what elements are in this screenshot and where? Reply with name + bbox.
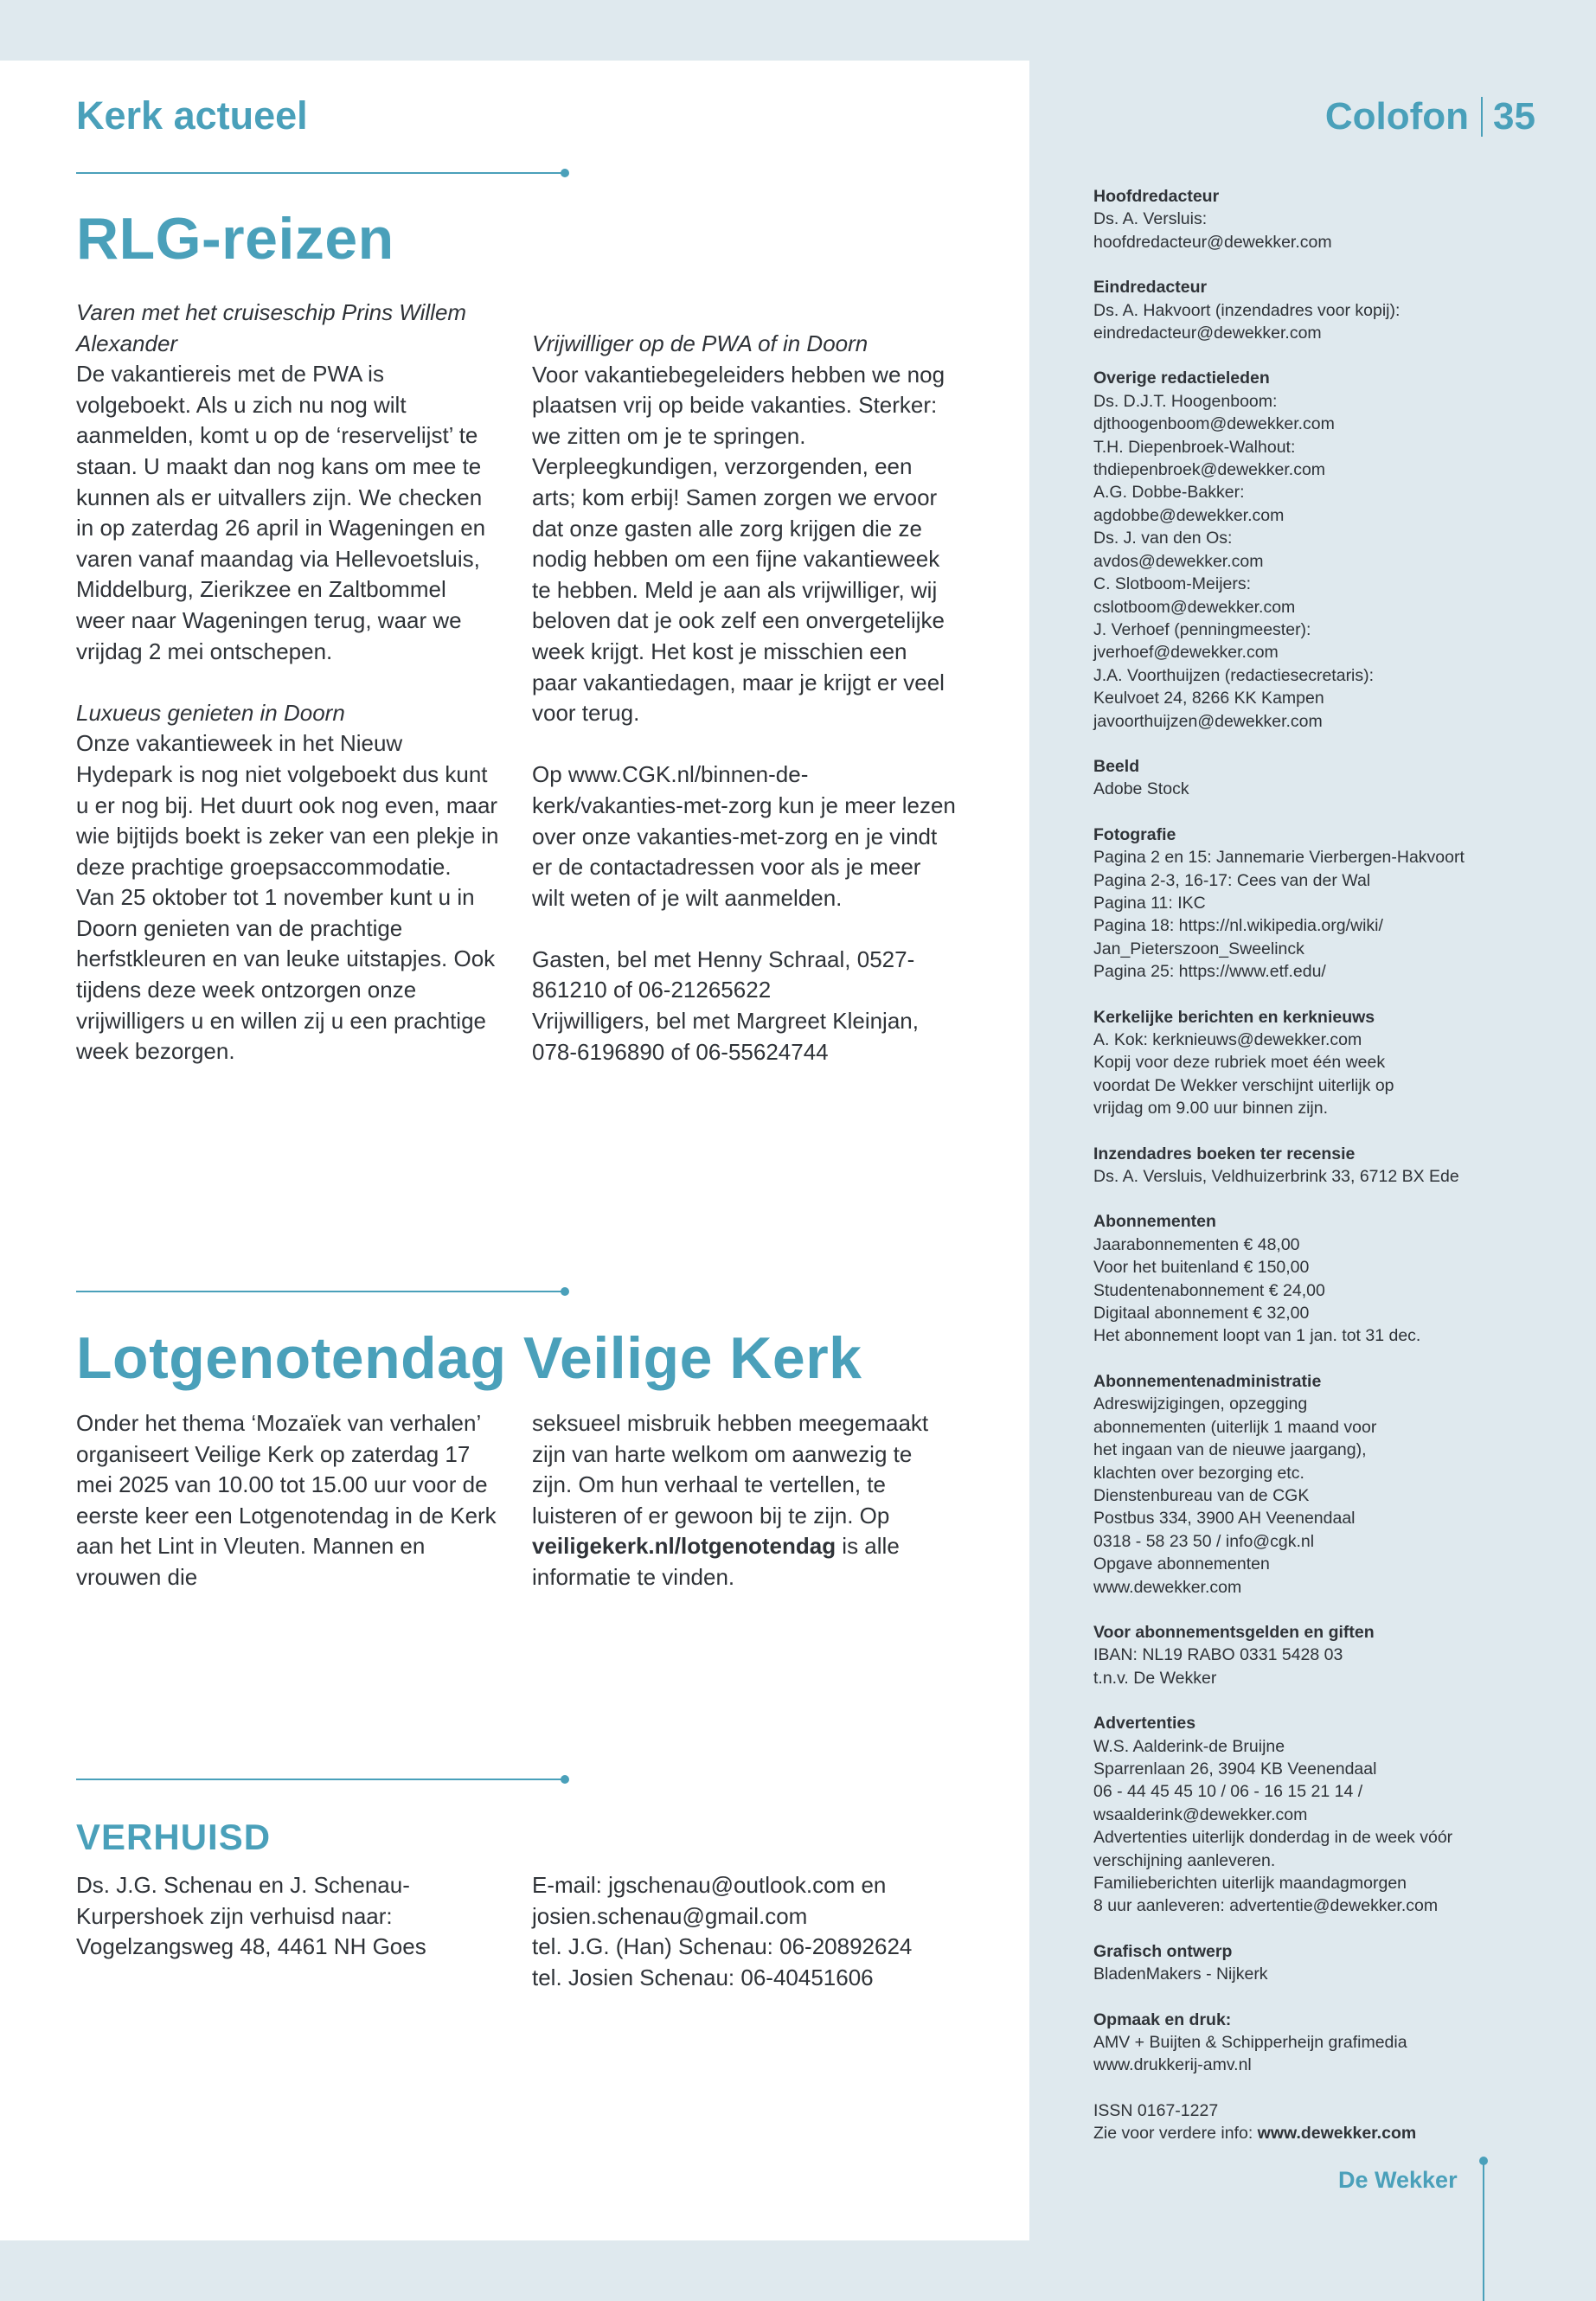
colofon-line: djthoogenboom@dewekker.com (1093, 414, 1335, 434)
colofon-line: Kopij voor deze rubriek moet één week (1093, 1053, 1386, 1073)
article-3-rule (76, 1779, 565, 1780)
info-line (1093, 2122, 1543, 2144)
contact-line: josien.schenau@gmail.com (532, 1902, 808, 1929)
article-2-col2-text (532, 1408, 956, 1593)
colofon-block (1093, 1621, 1543, 1689)
colofon-line: 06 - 44 45 45 10 / 06 - 16 15 21 14 / (1093, 1782, 1363, 1802)
colofon-line: A.G. Dobbe-Bakker: (1093, 483, 1245, 503)
article-3-title: VERHUISD (76, 1817, 272, 1857)
paragraph: Van 25 oktober tot 1 november kunt u in Doorn genieten van de prachtige herfstkleuren en van leuke uitstapjes. Ook tijdens deze week ontzorgen onze vrijwilligers u en willen zij u een prachtige week bezorgen. (76, 884, 496, 1065)
colofon-line: avdos@dewekker.com (1093, 551, 1264, 571)
colofon-heading: Inzendadres boeken ter recensie (1093, 1144, 1356, 1163)
colofon-block (1093, 1143, 1543, 1189)
colofon-line: het ingaan van de nieuwe jaargang), (1093, 1440, 1367, 1460)
colofon-block (1093, 276, 1543, 344)
colofon-line: IBAN: NL19 RABO 0331 5428 03 (1093, 1645, 1343, 1665)
colofon-line: Voor het buitenland € 150,00 (1093, 1258, 1310, 1278)
colofon-line: Pagina 2 en 15: Jannemarie Vierbergen-Hakvoort (1093, 848, 1465, 868)
colofon-line: Jaarabonnementen € 48,00 (1093, 1234, 1300, 1254)
issn-line: ISSN 0167-1227 (1093, 2100, 1219, 2120)
paragraph: Gasten, bel met Henny Schraal, 0527-861210 of 06-21265622 (532, 945, 915, 1003)
article-1-column-2 (532, 329, 956, 1067)
footer-rule (1483, 2160, 1484, 2301)
paragraph: Onze vakantieweek in het Nieuw Hydepark is nog niet volgeboekt dus kunt u er nog bij. Het duurt ook nog even, maar wie bijtijds boekt is zeker van een plekje in deze prachtige groepsaccommodatie. (76, 730, 499, 880)
colofon-block (1093, 1712, 1543, 1918)
subheading: Vrijwilliger op de PWA of in Doorn (532, 330, 869, 356)
colofon-heading: Kerkelijke berichten en kerknieuws (1093, 1007, 1375, 1027)
colofon-block (1093, 1940, 1543, 1986)
contact-line: tel. J.G. (Han) Schenau: 06-20892624 (532, 1933, 913, 1960)
colofon-line: www.drukkerij-amv.nl (1093, 2055, 1252, 2075)
colofon-block (1093, 824, 1543, 984)
colofon-heading: Hoofdredacteur (1093, 187, 1220, 206)
page-number: 35 (1493, 95, 1535, 138)
paragraph: Voor vakantiebegeleiders hebben we nog plaatsen vrij op beide vakanties. Sterker: we zitten om je te springen. Verpleegkundigen, verzorgenden, een arts; kom erbij! Samen zorgen we ervoor dat onze gasten alle zorg krijgen die ze nodig hebben om een fijne vakantieweek te hebben. Meld je aan als vrijwilliger, wij beloven dat je ook zelf een onvergetelijke week krijgt. Het kost je misschien een paar vakantiedagen, maar je krijgt er veel voor terug. (532, 361, 945, 727)
article-3-column-1 (76, 1870, 448, 1963)
colofon-line: Pagina 11: IKC (1093, 893, 1206, 913)
colofon-line: BladenMakers - Nijkerk (1093, 1965, 1268, 1984)
colofon-heading: Fotografie (1093, 824, 1176, 844)
colofon-line: A. Kok: kerknieuws@dewekker.com (1093, 1030, 1362, 1049)
colofon-block (1093, 185, 1543, 253)
colofon-header (1325, 95, 1535, 138)
colofon-line: Het abonnement loopt van 1 jan. tot 31 dec. (1093, 1326, 1421, 1346)
paragraph: Vrijwilligers, bel met Margreet Kleinjan, 078-6196890 of 06-55624744 (532, 1008, 919, 1065)
lotgenotendag-link[interactable]: veiligekerk.nl/lotgenotendag (532, 1533, 836, 1560)
colofon-line: W.S. Aalderink-de Bruijne (1093, 1736, 1285, 1756)
paragraph-gap (532, 729, 956, 760)
colofon-line: Jan_Pieterszoon_Sweelinck (1093, 939, 1304, 958)
subheading: Luxueus genieten in Doorn (76, 699, 345, 726)
colofon-block (1093, 1006, 1543, 1120)
colofon-line: J. Verhoef (penningmeester): (1093, 619, 1311, 639)
contact-line: tel. Josien Schenau: 06-40451606 (532, 1964, 874, 1990)
colofon-line: Dienstenbureau van de CGK (1093, 1485, 1310, 1505)
colofon-line: javoorthuijzen@dewekker.com (1093, 711, 1323, 731)
paragraph: Op www.CGK.nl/binnen-de-kerk/vakanties-met-zorg kun je meer lezen over onze vakanties-met-zorg en je vindt er de contactadressen voor als je meer wilt weten of je wilt aanmelden. (532, 761, 956, 911)
footer-brand: De Wekker (1338, 2167, 1458, 2193)
colofon-block (1093, 1210, 1543, 1347)
colofon-heading: Grafisch ontwerp (1093, 1941, 1233, 1961)
article-2-title: Lotgenotendag Veilige Kerk (76, 1325, 862, 1391)
paragraph-gap (76, 667, 500, 698)
article-2-column-1 (76, 1408, 500, 1593)
contact-line: E-mail: jgschenau@outlook.com en (532, 1872, 887, 1898)
article-1-column-1 (76, 298, 500, 1067)
colofon-line: C. Slotboom-Meijers: (1093, 574, 1252, 594)
paragraph-gap (532, 913, 956, 945)
colofon-line: cslotboom@dewekker.com (1093, 597, 1296, 617)
colofon-block (1093, 755, 1543, 801)
header-divider (1481, 97, 1483, 137)
colofon-line: eindredacteur@dewekker.com (1093, 324, 1322, 343)
colofon-heading: Abonnementen (1093, 1212, 1216, 1232)
article-2-col2-pre: seksueel misbruik hebben meegemaakt zijn van harte welkom om aanwezig te zijn. Om hun verhaal te vertellen, te luisteren of er gewoon bij te zijn. Op (532, 1410, 929, 1529)
colofon-line: Familieberichten uiterlijk maandagmorgen (1093, 1874, 1407, 1893)
colofon-line: Pagina 25: https://www.etf.edu/ (1093, 962, 1326, 982)
colofon-line: hoofdredacteur@dewekker.com (1093, 232, 1332, 252)
colofon-line: 0318 - 58 23 50 / info@cgk.nl (1093, 1531, 1315, 1551)
colofon-line: thdiepenbroek@dewekker.com (1093, 460, 1326, 480)
colofon-line: agdobbe@dewekker.com (1093, 505, 1285, 525)
article-3-column-2 (532, 1870, 965, 1993)
colofon-block (1093, 2009, 1543, 2077)
article-2-rule (76, 1291, 565, 1292)
colofon-heading: Opmaak en druk: (1093, 2009, 1232, 2029)
issn-block (1093, 2099, 1543, 2145)
colofon-line: wsaalderink@dewekker.com (1093, 1804, 1308, 1824)
dewekker-link[interactable]: www.dewekker.com (1257, 2124, 1417, 2144)
article-1-title: RLG-reizen (76, 206, 394, 272)
article-2-column-2 (532, 1408, 956, 1593)
colofon-line: Studentenabonnement € 24,00 (1093, 1280, 1325, 1300)
colofon-line: Advertenties uiterlijk donderdag in de week vóór (1093, 1828, 1453, 1848)
colofon-line: Opgave abonnementen (1093, 1554, 1270, 1574)
colofon-line: klachten over bezorging etc. (1093, 1463, 1304, 1483)
article-1-rule (76, 172, 565, 174)
article-2-col2-post: is alle informatie te vinden. (532, 1533, 900, 1590)
colofon-line: jverhoef@dewekker.com (1093, 643, 1279, 663)
colofon-line: AMV + Buijten & Schipperheijn grafimedia (1093, 2033, 1407, 2053)
top-band (0, 0, 1596, 61)
colofon-line: 8 uur aanleveren: advertentie@dewekker.com (1093, 1896, 1439, 1916)
info-pre: Zie voor verdere info: (1093, 2124, 1258, 2144)
colofon-line: J.A. Voorthuijzen (redactiesecretaris): (1093, 665, 1375, 685)
paragraph: De vakantiereis met de PWA is volgeboekt. Als u zich nu nog wilt aanmelden, komt u op de ‘reservelijst’ te staan. U maakt dan nog kans om mee te kunnen als er uitvallers zijn. We checken in op zaterdag 26 april in Wageningen en varen vanaf maandag via Hellevoetsluis, Middelburg, Zierikzee en Zaltbommel weer naar Wageningen terug, waar we vrijdag 2 mei ontschepen. (76, 361, 486, 664)
colofon-line: vrijdag om 9.00 uur binnen zijn. (1093, 1099, 1328, 1118)
colofon-line: T.H. Diepenbroek-Walhout: (1093, 437, 1296, 457)
colofon-line: Sparrenlaan 26, 3904 KB Veenendaal (1093, 1759, 1377, 1779)
colofon-heading: Beeld (1093, 756, 1140, 776)
colofon-line: Keulvoet 24, 8266 KK Kampen (1093, 689, 1324, 708)
colofon-line: Postbus 334, 3900 AH Veenendaal (1093, 1509, 1356, 1529)
colofon-line: verschijning aanleveren. (1093, 1850, 1276, 1870)
article-3-col1-text: Ds. J.G. Schenau en J. Schenau-Kurpershoek zijn verhuisd naar: Vogelzangsweg 48, 4461 NH Goes (76, 1872, 426, 1960)
colofon-heading: Advertenties (1093, 1714, 1196, 1734)
colofon-block (1093, 1370, 1543, 1599)
subheading: Varen met het cruiseschip Prins Willem Alexander (76, 299, 467, 356)
colofon-line: Adreswijzigingen, opzegging (1093, 1394, 1308, 1414)
colofon-line: Digitaal abonnement € 32,00 (1093, 1304, 1310, 1324)
colofon-line: Adobe Stock (1093, 779, 1189, 799)
section-label: Kerk actueel (76, 93, 308, 138)
colofon-list (1093, 185, 1543, 2168)
colofon-label: Colofon (1324, 95, 1470, 138)
colofon-line: Ds. A. Hakvoort (inzendadres voor kopij): (1093, 300, 1401, 320)
article-2-col1-text: Onder het thema ‘Mozaïek van verhalen’ organiseert Veilige Kerk op zaterdag 17 mei 2025 van 10.00 tot 15.00 uur voor de eerste keer een Lotgenotendag in de Kerk aan het Lint in Vleuten. Mannen en vrouwen die (76, 1410, 497, 1590)
colofon-line: Ds. A. Versluis: (1093, 209, 1208, 229)
colofon-line: Pagina 2-3, 16-17: Cees van der Wal (1093, 870, 1371, 890)
colofon-line: Ds. A. Versluis, Veldhuizerbrink 33, 6712 BX Ede (1093, 1167, 1459, 1187)
colofon-line: abonnementen (uiterlijk 1 maand voor (1093, 1417, 1377, 1437)
colofon-line: www.dewekker.com (1093, 1577, 1242, 1597)
colofon-block (1093, 367, 1543, 733)
colofon-line: Ds. D.J.T. Hoogenboom: (1093, 391, 1278, 411)
colofon-line: Pagina 18: https://nl.wikipedia.org/wiki/ (1093, 916, 1383, 936)
colofon-heading: Overige redactieleden (1093, 369, 1270, 388)
colofon-line: voordat De Wekker verschijnt uiterlijk op (1093, 1075, 1394, 1095)
colofon-heading: Eindredacteur (1093, 278, 1208, 298)
colofon-line: Ds. J. van den Os: (1093, 529, 1233, 548)
colofon-line: t.n.v. De Wekker (1093, 1668, 1217, 1688)
colofon-heading: Voor abonnementsgelden en giften (1093, 1622, 1375, 1642)
colofon-heading: Abonnementenadministratie (1093, 1371, 1322, 1391)
